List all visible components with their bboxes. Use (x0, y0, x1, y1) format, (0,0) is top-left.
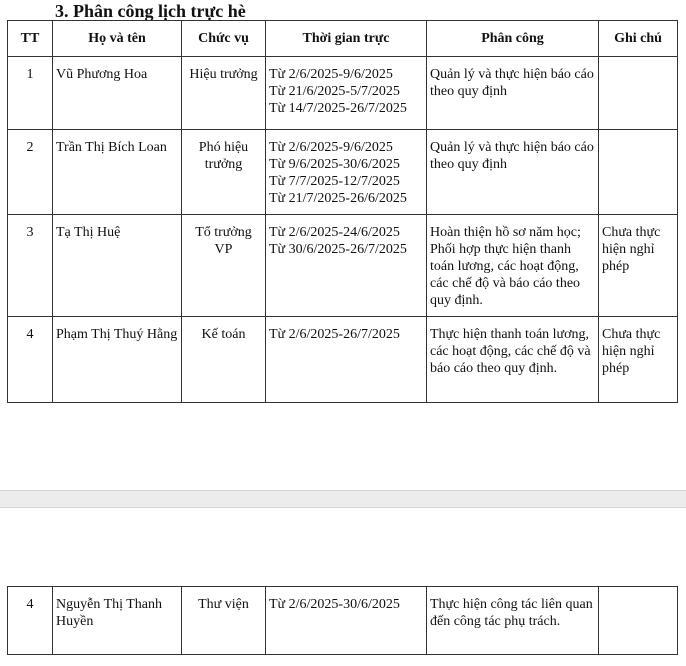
schedule-period: Từ 14/7/2025-26/7/2025 (269, 101, 407, 116)
schedule-period: Từ 21/6/2025-5/7/2025 (269, 84, 400, 99)
table-header-row (8, 21, 678, 57)
note: Chưa thực hiện nghỉ phép (599, 317, 678, 403)
schedule-period: Từ 2/6/2025-24/6/2025 (269, 225, 400, 240)
schedule-period: Từ 2/6/2025-9/6/2025 (269, 140, 393, 155)
note (599, 57, 678, 130)
note (599, 587, 678, 655)
table-row (8, 317, 678, 403)
staff-name: Vũ Phương Hoa (53, 57, 182, 130)
staff-name: Phạm Thị Thuý Hằng (53, 317, 182, 403)
header-note: Ghi chú (599, 21, 678, 57)
assigned-task: Thực hiện thanh toán lương, các hoạt động, các chế độ và báo cáo theo quy định. (427, 317, 599, 403)
staff-position: Thư viện (182, 587, 266, 655)
duty-schedule (266, 57, 427, 130)
row-number: 3 (8, 215, 53, 317)
header-tt: TT (8, 21, 53, 57)
assigned-task: Quản lý và thực hiện báo cáo theo quy định (427, 130, 599, 215)
header-position: Chức vụ (182, 21, 266, 57)
header-name: Họ và tên (53, 21, 182, 57)
table-row (8, 57, 678, 130)
schedule-period: Từ 9/6/2025-30/6/2025 (269, 157, 400, 172)
schedule-period: Từ 30/6/2025-26/7/2025 (269, 242, 407, 257)
schedule-period: Từ 2/6/2025-26/7/2025 (269, 327, 400, 342)
section-title: 3. Phân công lịch trực hè (55, 1, 246, 21)
duty-schedule-table (7, 20, 678, 403)
duty-schedule (266, 587, 427, 655)
row-number: 4 (8, 587, 53, 655)
note (599, 130, 678, 215)
staff-position: Phó hiệu trưởng (182, 130, 266, 215)
staff-position: Tổ trưởng VP (182, 215, 266, 317)
assigned-task: Hoàn thiện hồ sơ năm học; Phối hợp thực hiện thanh toán lương, các hoạt động, các chế độ và báo cáo theo quy định. (427, 215, 599, 317)
schedule-period: Từ 2/6/2025-9/6/2025 (269, 67, 393, 82)
page-break (0, 490, 686, 508)
staff-name: Trần Thị Bích Loan (53, 130, 182, 215)
staff-name: Tạ Thị Huệ (53, 215, 182, 317)
schedule-period: Từ 21/7/2025-26/6/2025 (269, 191, 407, 206)
table-row (8, 130, 678, 215)
staff-position: Kế toán (182, 317, 266, 403)
header-task: Phân công (427, 21, 599, 57)
schedule-period: Từ 7/7/2025-12/7/2025 (269, 174, 400, 189)
staff-position: Hiệu trưởng (182, 57, 266, 130)
assigned-task: Quản lý và thực hiện báo cáo theo quy định (427, 57, 599, 130)
table-row (8, 215, 678, 317)
row-number: 4 (8, 317, 53, 403)
duty-schedule (266, 130, 427, 215)
note: Chưa thực hiện nghỉ phép (599, 215, 678, 317)
duty-schedule-table-continued (7, 586, 678, 655)
table-row (8, 587, 678, 655)
duty-schedule (266, 317, 427, 403)
assigned-task: Thực hiện công tác liên quan đến công tác phụ trách. (427, 587, 599, 655)
schedule-period: Từ 2/6/2025-30/6/2025 (269, 597, 400, 612)
duty-schedule (266, 215, 427, 317)
row-number: 1 (8, 57, 53, 130)
row-number: 2 (8, 130, 53, 215)
header-schedule: Thời gian trực (266, 21, 427, 57)
staff-name: Nguyễn Thị Thanh Huyền (53, 587, 182, 655)
